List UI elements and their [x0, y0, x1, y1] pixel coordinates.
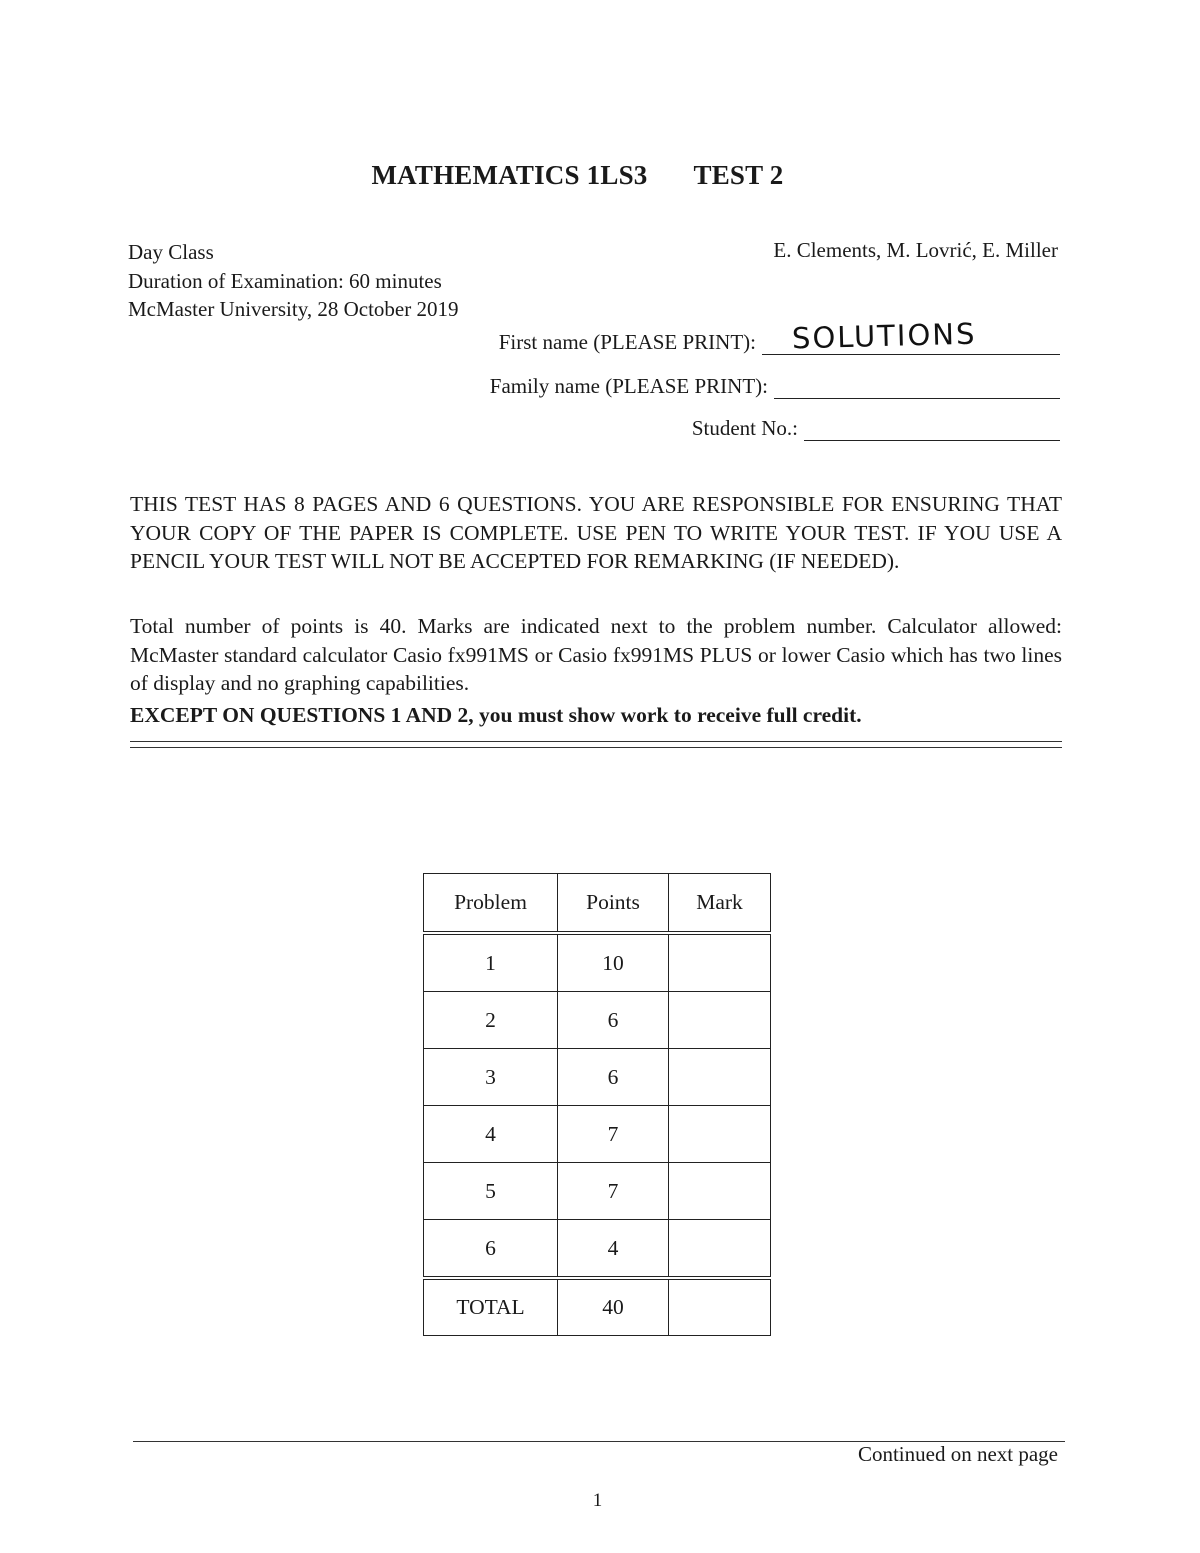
student-no-field[interactable] — [804, 414, 1060, 441]
column-header-problem: Problem — [424, 874, 558, 934]
exam-title — [0, 160, 1155, 191]
first-name-row — [498, 316, 1060, 356]
family-name-field[interactable] — [774, 372, 1060, 399]
first-name-handwritten-value: SOLUTIONS — [791, 316, 977, 356]
institution-date-label: McMaster University, 28 October 2019 — [128, 297, 459, 321]
total-label-cell: TOTAL — [424, 1278, 558, 1336]
points-note-paragraph: Total number of points is 40. Marks are indicated next to the problem number. Calculator allowed: McMaster standard calculator Casio fx991MS or Casio fx991MS PLUS or lower Casio which has two lines of display and no graphing capabilities. — [130, 614, 1062, 695]
continued-label: Continued on next page — [857, 1442, 1058, 1466]
show-work-notice: EXCEPT ON QUESTIONS 1 AND 2, you must show work to receive full credit. — [130, 703, 862, 727]
table-row — [424, 992, 771, 1049]
table-row — [424, 933, 771, 992]
mark-cell[interactable] — [669, 1220, 771, 1279]
points-cell: 6 — [558, 1049, 669, 1106]
mark-cell[interactable] — [669, 1049, 771, 1106]
first-name-label: First name (PLEASE PRINT): — [498, 330, 756, 354]
first-name-field[interactable] — [762, 316, 1060, 356]
problem-cell: 6 — [424, 1220, 558, 1279]
mark-cell[interactable] — [669, 1106, 771, 1163]
table-header-row — [424, 874, 771, 934]
points-cell: 7 — [558, 1106, 669, 1163]
class-label: Day Class — [128, 240, 214, 264]
column-header-mark: Mark — [669, 874, 771, 934]
problem-cell: 2 — [424, 992, 558, 1049]
table-row — [424, 1106, 771, 1163]
mark-cell[interactable] — [669, 992, 771, 1049]
table-row — [424, 1163, 771, 1220]
family-name-row — [490, 372, 1060, 399]
instructors-label: E. Clements, M. Lovrić, E. Miller — [773, 238, 1058, 262]
problem-cell: 3 — [424, 1049, 558, 1106]
family-name-label: Family name (PLEASE PRINT): — [489, 374, 768, 398]
problem-cell: 1 — [424, 933, 558, 992]
points-cell: 10 — [558, 933, 669, 992]
duration-label: Duration of Examination: 60 minutes — [128, 268, 442, 293]
section-divider — [130, 741, 1062, 748]
marks-table — [423, 873, 771, 1336]
exam-info — [128, 238, 458, 324]
points-cell: 6 — [558, 992, 669, 1049]
points-cell: 7 — [558, 1163, 669, 1220]
total-points-cell: 40 — [558, 1278, 669, 1336]
column-header-points: Points — [558, 874, 669, 934]
course-title: MATHEMATICS 1LS3 — [371, 160, 648, 190]
student-no-label: Student No.: — [691, 416, 798, 440]
problem-cell: 5 — [424, 1163, 558, 1220]
mark-cell[interactable] — [669, 933, 771, 992]
table-row — [424, 1049, 771, 1106]
warning-paragraph: THIS TEST HAS 8 PAGES AND 6 QUESTIONS. YOU ARE RESPONSIBLE FOR ENSURING THAT YOUR COPY OF THE PAPER IS COMPLETE. USE PEN TO WRITE YOUR TEST. IF YOU USE A PENCIL YOUR TEST WILL NOT BE ACCEPTED FOR REMARKING (IF NEEDED). — [130, 492, 1062, 573]
problem-cell: 4 — [424, 1106, 558, 1163]
table-row — [424, 1220, 771, 1279]
total-mark-cell[interactable] — [669, 1278, 771, 1336]
mark-cell[interactable] — [669, 1163, 771, 1220]
points-cell: 4 — [558, 1220, 669, 1279]
test-title: TEST 2 — [693, 160, 784, 190]
page-number: 1 — [592, 1490, 603, 1511]
total-row — [424, 1278, 771, 1336]
student-no-row — [692, 414, 1060, 441]
